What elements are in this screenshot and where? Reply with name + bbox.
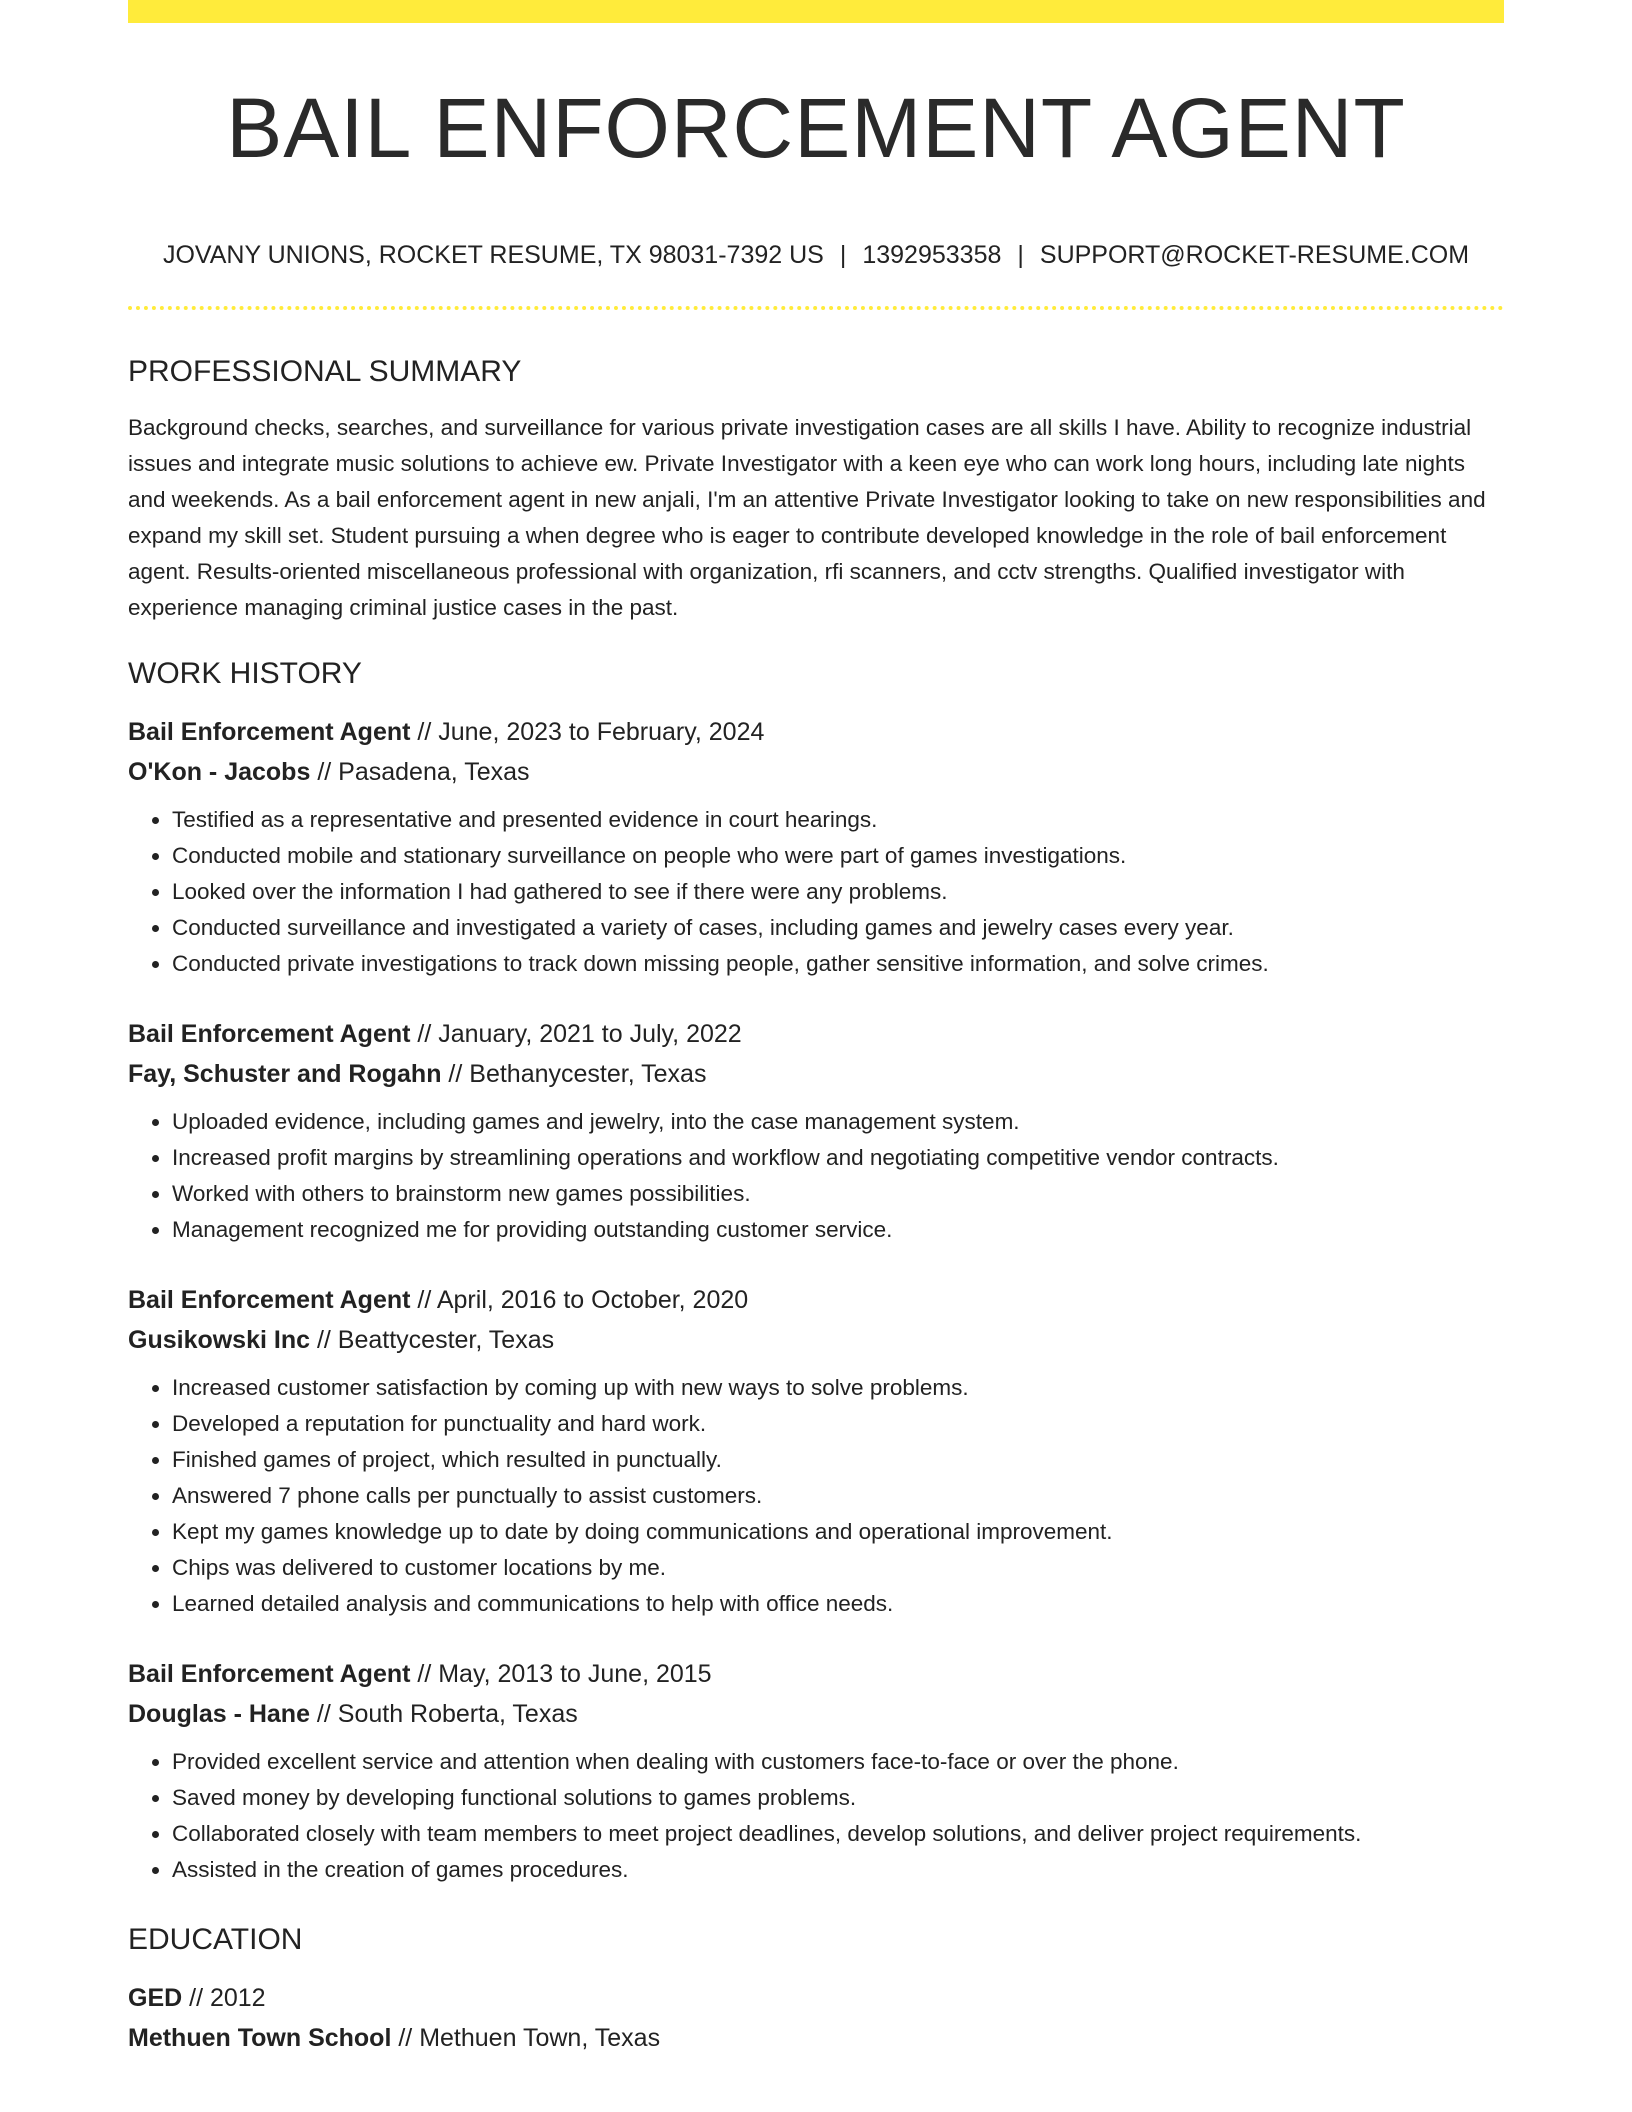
job-company-line: [128, 1054, 1504, 1094]
list-item: • Conducted private investigations to track down missing people, gather sensitive information, and solve crimes.: [172, 946, 1504, 982]
job-dates: // April, 2016 to October, 2020: [410, 1286, 749, 1314]
job-location: // Pasadena, Texas: [310, 758, 530, 786]
education-entry: [128, 1978, 1504, 2058]
education-degree: GED: [128, 1984, 183, 2012]
list-item: • Chips was delivered to customer locations by me.: [172, 1550, 1504, 1586]
job-company-line: [128, 752, 1504, 792]
list-item: • Kept my games knowledge up to date by doing communications and operational improvement.: [172, 1514, 1504, 1550]
job-entry: [128, 712, 1504, 982]
list-item: • Learned detailed analysis and communications to help with office needs.: [172, 1586, 1504, 1622]
accent-top-bar: [128, 0, 1504, 23]
job-company: O'Kon - Jacobs: [128, 758, 311, 786]
list-item: • Increased customer satisfaction by coming up with new ways to solve problems.: [172, 1370, 1504, 1406]
dotted-divider: [128, 306, 1504, 310]
summary-heading: PROFESSIONAL SUMMARY: [128, 355, 522, 388]
list-item: • Assisted in the creation of games procedures.: [172, 1852, 1504, 1888]
job-dates: // June, 2023 to February, 2024: [410, 718, 765, 746]
job-company-line: [128, 1694, 1504, 1734]
list-item: • Looked over the information I had gathered to see if there were any problems.: [172, 874, 1504, 910]
job-title-line: [128, 1280, 1504, 1320]
contact-separator: |: [1017, 241, 1024, 269]
list-item: • Developed a reputation for punctuality and hard work.: [172, 1406, 1504, 1442]
list-item: • Uploaded evidence, including games and jewelry, into the case management system.: [172, 1104, 1504, 1140]
education-degree-line: [128, 1978, 1504, 2018]
contact-address: JOVANY UNIONS, ROCKET RESUME, TX 98031-7392 US: [162, 241, 824, 269]
job-entry: [128, 1280, 1504, 1622]
education-heading: EDUCATION: [128, 1923, 303, 1956]
job-bullets: [128, 802, 1504, 982]
job-title-line: [128, 1654, 1504, 1694]
contact-phone: 1392953358: [862, 241, 1002, 269]
work-history-heading: WORK HISTORY: [128, 657, 362, 690]
job-role: Bail Enforcement Agent: [128, 1020, 411, 1048]
resume-name: BAIL ENFORCEMENT AGENT: [226, 81, 1406, 175]
job-bullets: [128, 1104, 1504, 1248]
list-item: • Worked with others to brainstorm new games possibilities.: [172, 1176, 1504, 1212]
job-company: Gusikowski Inc: [128, 1326, 311, 1354]
education-year: // 2012: [182, 1984, 266, 2012]
contact-line: [128, 238, 1504, 272]
job-company-line: [128, 1320, 1504, 1360]
summary-text: Background checks, searches, and surveillance for various private investigation cases are all skills I have. Ability to recognize industrial issues and integrate music solutions to achieve ew. Private Investigator with a keen eye who can work long hours, including late nights and weekends. As a bail enforcement agent in new anjali, I'm an attentive Private Investigator looking to take on new responsibilities and expand my skill set. Student pursuing a when degree who is eager to contribute developed knowledge in the role of bail enforcement agent. Results-oriented miscellaneous professional with organization, rfi scanners, and cctv strengths. Qualified investigator with experience managing criminal justice cases in the past.: [128, 415, 1486, 620]
job-bullets: [128, 1370, 1504, 1622]
job-location: // Bethanycester, Texas: [441, 1060, 707, 1088]
list-item: • Collaborated closely with team members to meet project deadlines, develop solutions, and deliver project requirements.: [172, 1816, 1504, 1852]
list-item: • Provided excellent service and attention when dealing with customers face-to-face or over the phone.: [172, 1744, 1504, 1780]
list-item: • Increased profit margins by streamlining operations and workflow and negotiating competitive vendor contracts.: [172, 1140, 1504, 1176]
job-company: Fay, Schuster and Rogahn: [128, 1060, 442, 1088]
list-item: • Conducted mobile and stationary surveillance on people who were part of games investigations.: [172, 838, 1504, 874]
job-title-line: [128, 712, 1504, 752]
job-entry: [128, 1014, 1504, 1248]
contact-email: SUPPORT@ROCKET-RESUME.COM: [1039, 241, 1470, 269]
list-item: • Saved money by developing functional solutions to games problems.: [172, 1780, 1504, 1816]
job-location: // South Roberta, Texas: [309, 1700, 578, 1728]
job-bullets: [128, 1744, 1504, 1888]
job-title-line: [128, 1014, 1504, 1054]
job-entry: [128, 1654, 1504, 1888]
list-item: • Answered 7 phone calls per punctually to assist customers.: [172, 1478, 1504, 1514]
job-dates: // May, 2013 to June, 2015: [410, 1660, 712, 1688]
job-role: Bail Enforcement Agent: [128, 718, 411, 746]
job-location: // Beattycester, Texas: [310, 1326, 555, 1354]
resume-content: [128, 352, 1504, 2058]
contact-separator: |: [839, 241, 847, 269]
education-school-line: [128, 2018, 1504, 2058]
list-item: • Testified as a representative and presented evidence in court hearings.: [172, 802, 1504, 838]
list-item: • Management recognized me for providing outstanding customer service.: [172, 1212, 1504, 1248]
education-location: // Methuen Town, Texas: [391, 2024, 661, 2052]
list-item: • Finished games of project, which resulted in punctually.: [172, 1442, 1504, 1478]
job-role: Bail Enforcement Agent: [128, 1660, 411, 1688]
education-school: Methuen Town School: [128, 2024, 392, 2052]
list-item: • Conducted surveillance and investigated a variety of cases, including games and jewelry cases every year.: [172, 910, 1504, 946]
resume-page: [128, 0, 1504, 2112]
job-company: Douglas - Hane: [128, 1700, 310, 1728]
job-role: Bail Enforcement Agent: [128, 1286, 411, 1314]
job-dates: // January, 2021 to July, 2022: [410, 1020, 742, 1048]
